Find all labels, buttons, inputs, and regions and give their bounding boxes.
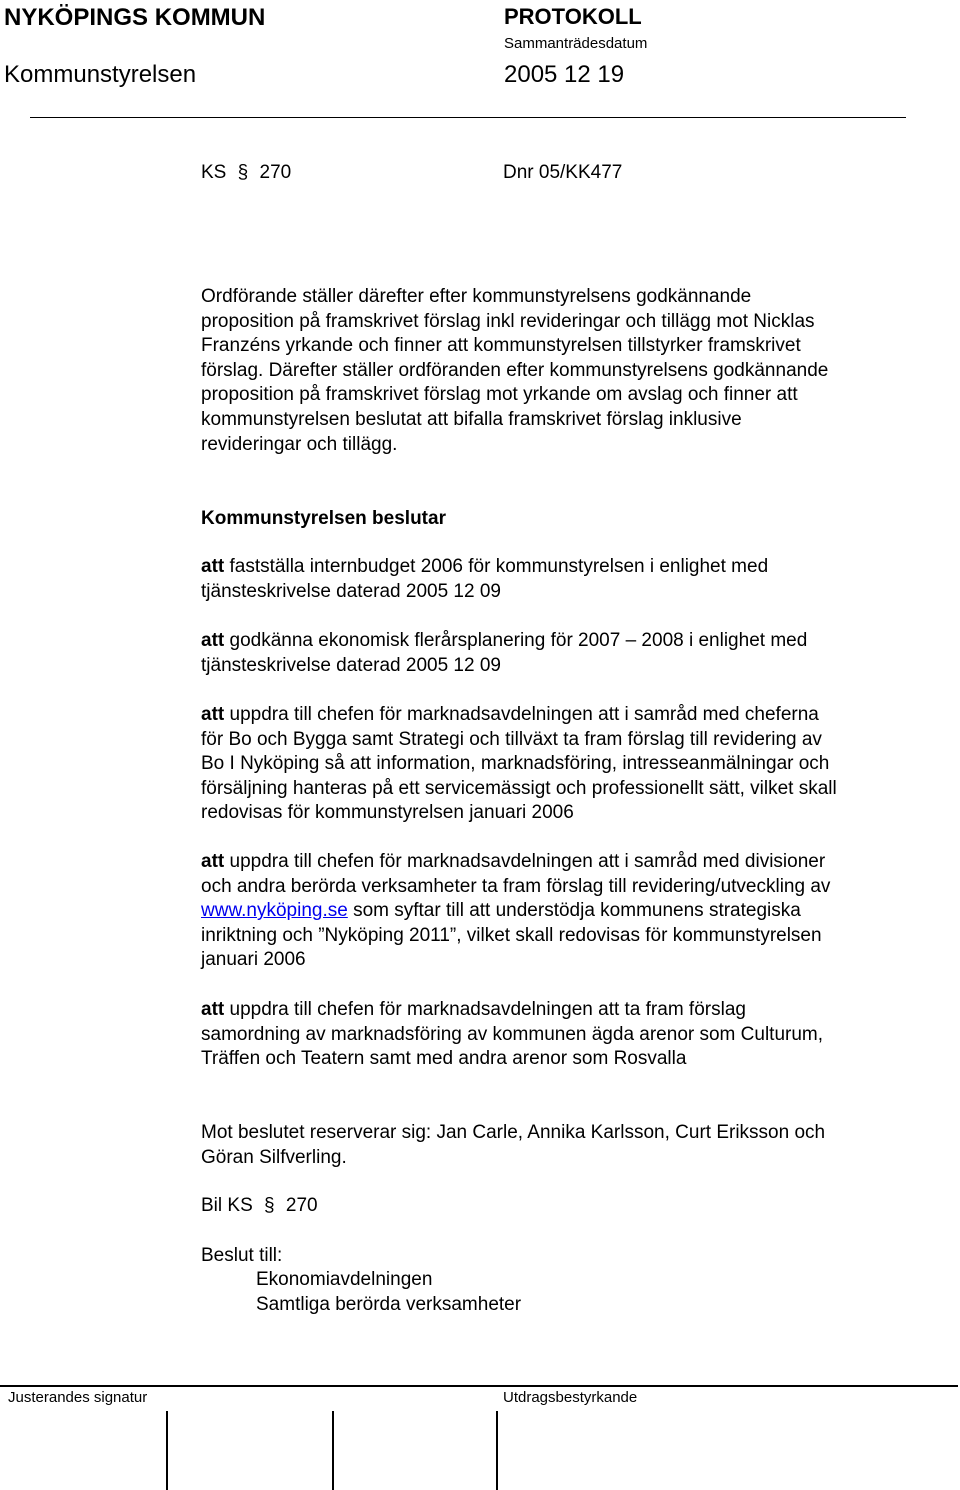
reservation: Mot beslutet reserverar sig: Jan Carle, Annika Karlsson, Curt Eriksson och Göran Silfverling. [201,1122,826,1168]
intro-paragraph [201,285,941,457]
signature-label: Justerandes signatur [8,1389,148,1406]
recipient: Ekonomiavdelningen [256,1269,433,1290]
intro-line: proposition på framskrivet förslag inkl revideringar och tillägg mot Nicklas [201,310,815,332]
body-name: Kommunstyrelsen [4,61,197,88]
document-type: PROTOKOLL [504,4,642,29]
case-dnr: Dnr 05/KK477 [503,162,623,183]
municipality-name: NYKÖPINGS KOMMUN [4,4,266,31]
extract-label: Utdragsbestyrkande [503,1389,638,1406]
intro-line: proposition på framskrivet förslag mot yrkande om avslag och finner att [201,384,798,406]
decision-item: att uppdra till chefen för marknadsavdelningen att i samråd med cheferna för Bo och Bygga samt Strategi och tillväxt ta fram förslag till revidering av Bo I Nyköping så att information, marknadsföring, intresseanmälningar och försäljning hanteras på ett servicemässigt och professionellt sätt, vilket skall redovisas för kommunstyrelsen januari 2006 [201,704,837,824]
distribution-label: Beslut till: [201,1245,283,1266]
signature-divider [166,1411,168,1490]
header-rule [30,117,906,118]
decision-item: att fastställa internbudget 2006 för kommunstyrelsen i enlighet med tjänsteskrivelse daterad 2005 12 09 [201,556,769,602]
attachment: Bil KS § 270 [201,1195,318,1216]
intro-line: revideringar och tillägg. [201,433,398,455]
meeting-date: 2005 12 19 [504,61,625,88]
signature-divider [496,1411,498,1490]
recipient: Samtliga berörda verksamheter [256,1294,522,1315]
intro-line: förslag. Därefter ställer ordföranden efter kommunstyrelsens godkännande [201,359,829,381]
case-number: KS § 270 [201,162,292,183]
signature-divider [332,1411,334,1490]
decision-item: att godkänna ekonomisk flerårsplanering för 2007 – 2008 i enlighet med tjänsteskrivelse daterad 2005 12 09 [201,630,808,676]
intro-line: kommunstyrelsen beslutat att bifalla framskrivet förslag inklusive [201,408,742,430]
website-link[interactable]: www.nyköping.se [201,900,348,922]
intro-line: Ordförande ställer därefter efter kommunstyrelsens godkännande [201,286,752,307]
decision-item: att uppdra till chefen för marknadsavdelningen att i samråd med divisioner och andra berörda verksamheter ta fram förslag till revidering/utveckling av www.nyköping.se som syftar till att understödja kommunens strategiska inriktning och ”Nyköping 2011”, vilket skall redovisas för kommunstyrelsen januari 2006 [201,851,831,971]
intro-line: Franzéns yrkande och finner att kommunstyrelsen tillstyrker framskrivet [201,335,801,357]
footer-rule [0,1385,958,1387]
date-label: Sammanträdesdatum [504,35,648,52]
decision-item: att uppdra till chefen för marknadsavdelningen att ta fram förslag samordning av marknadsföring av kommunen ägda arenor som Culturum, Träffen och Teatern samt med andra arenor som Rosvalla [201,999,824,1070]
decision-heading: Kommunstyrelsen beslutar [201,508,446,529]
